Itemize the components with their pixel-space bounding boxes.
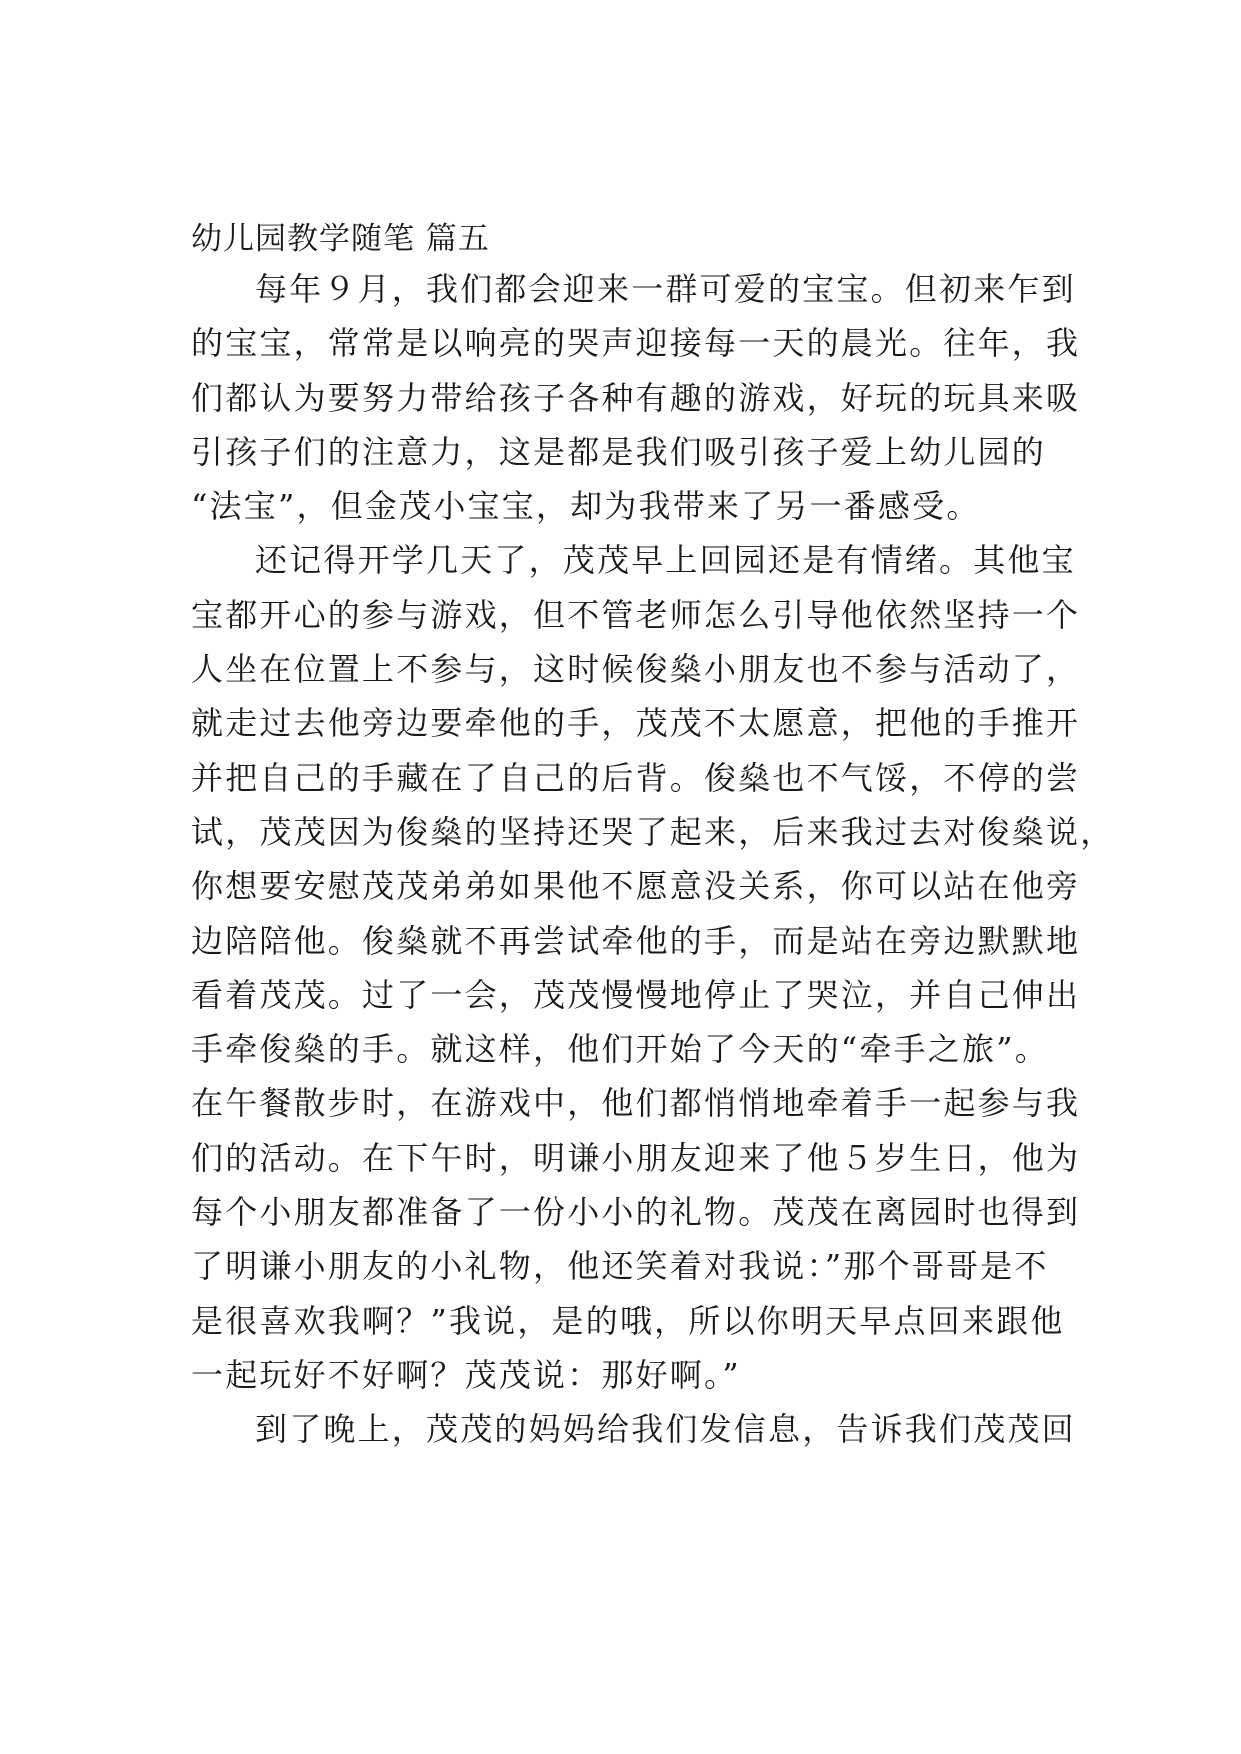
text-line: 还记得开学几天了，茂茂早上回园还是有情绪。其他宝: [255, 541, 1076, 580]
text-line: 宝都开心的参与游戏，但不管老师怎么引导他依然坚持一个: [191, 595, 1081, 634]
text-line: 一起玩好不好啊？茂茂说：那好啊。”: [191, 1355, 741, 1394]
text-line: 并把自己的手藏在了自己的后背。俊燊也不气馁，不停的尝: [191, 758, 1081, 797]
text-line: 每个小朋友都准备了一份小小的礼物。茂茂在离园时也得到: [191, 1193, 1081, 1232]
text-line: 了明谦小朋友的小礼物，他还笑着对我说：”那个哥哥是不: [191, 1247, 1049, 1286]
text-line: 边陪陪他。俊燊就不再尝试牵他的手，而是站在旁边默默地: [191, 921, 1081, 960]
paragraph-2: [191, 533, 1115, 1402]
paragraph-3: [191, 1402, 1076, 1456]
text-line: “法宝”，但金茂小宝宝，却为我带来了另一番感受。: [191, 487, 981, 526]
text-line: 就走过去他旁边要牵他的手，茂茂不太愿意，把他的手推开: [191, 704, 1081, 743]
text-line: 看着茂茂。过了一会，茂茂慢慢地停止了哭泣，并自己伸出: [191, 975, 1081, 1014]
text-line: 到了晚上，茂茂的妈妈给我们发信息，告诉我们茂茂回: [255, 1410, 1076, 1449]
document-title: 幼儿园教学随笔 篇五: [191, 221, 490, 257]
text-line: 试，茂茂因为俊燊的坚持还哭了起来，后来我过去对俊燊说，: [191, 812, 1115, 851]
text-line: 引孩子们的注意力，这是都是我们吸引孩子爱上幼儿园的: [191, 432, 1047, 471]
text-line: 的宝宝，常常是以响亮的哭声迎接每一天的晨光。往年，我: [191, 324, 1081, 363]
text-line: 你想要安慰茂茂弟弟如果他不愿意没关系，你可以站在他旁: [191, 867, 1081, 906]
text-line: 们的活动。在下午时，明谦小朋友迎来了他５岁生日，他为: [191, 1138, 1081, 1177]
text-line: 们都认为要努力带给孩子各种有趣的游戏，好玩的玩具来吸: [191, 378, 1081, 417]
text-line: 手牵俊燊的手。就这样，他们开始了今天的“牵手之旅”。: [191, 1030, 1049, 1069]
document-body: [191, 218, 1115, 1457]
text-line: 在午餐散步时，在游戏中，他们都悄悄地牵着手一起参与我: [191, 1084, 1081, 1123]
text-line: 是很喜欢我啊？”我说，是的哦，所以你明天早点回来跟他: [191, 1301, 1065, 1340]
paragraph-1: [191, 262, 1081, 533]
text-line: 每年９月，我们都会迎来一群可爱的宝宝。但初来乍到: [255, 270, 1076, 308]
text-line: 人坐在位置上不参与，这时候俊燊小朋友也不参与活动了，: [191, 650, 1081, 689]
